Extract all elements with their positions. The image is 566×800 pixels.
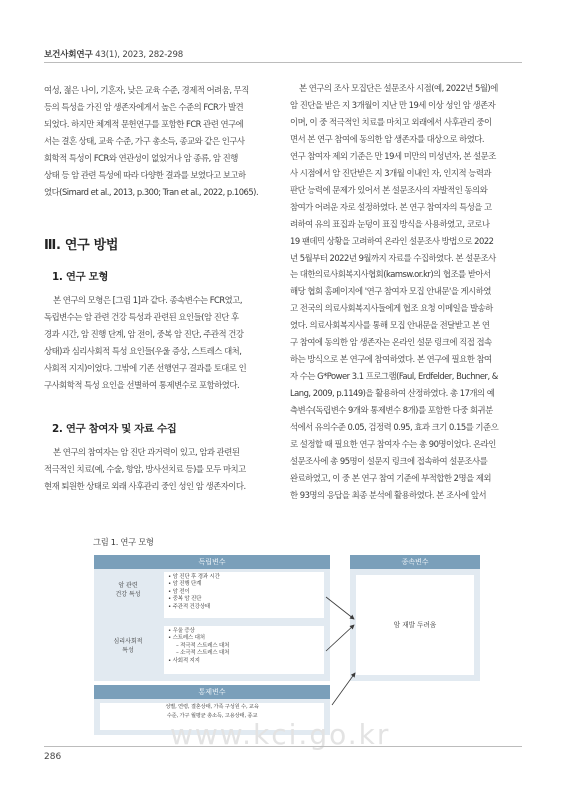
label-line: 심리사회적: [113, 638, 143, 645]
dependent-variable-title: 종속변수: [350, 555, 480, 569]
participants-paragraph: [44, 444, 272, 495]
label-line: 암 관련: [118, 582, 138, 589]
text-line: 고 전국의 의료사회복지사들에게 협조 요청 이메일을 발송하: [290, 303, 493, 314]
label-line: 건강 특성: [115, 591, 141, 598]
text-line: 판단 능력에 문제가 있어서 본 설문조사의 자발적인 동의와: [290, 184, 488, 195]
psychosocial-item: • 스트레스 대처: [168, 635, 205, 642]
text-line: 본 연구의 참여자는 암 진단 과거력이 있고, 암과 관련된: [53, 447, 240, 457]
control-variables-title: 통제변수: [94, 685, 330, 699]
psychosocial-item: – 소극적 스트레스 대처: [176, 650, 230, 657]
health-item: • 암 전이: [168, 588, 190, 595]
footer-divider: [44, 746, 522, 747]
label-line: 특성: [122, 647, 134, 654]
page-number: 286: [44, 752, 62, 762]
text-line: 였다(Simard et al., 2013, p.300; Tran et al., 2022, p.1065).: [44, 186, 259, 197]
text-line: 자 수는 G*Power 3.1 프로그램(Faul, Erdfelder, Buchner, &: [290, 371, 498, 382]
text-line: 사회적 지지)이었다. 그밖에 기존 선행연구 결과를 토대로 인: [44, 362, 247, 373]
text-line: Lang, 2009, p.1149)을 활용하여 산정하였다. 총 17개의 예: [290, 388, 495, 399]
text-line: 되었다. 하지만 체계적 문헌연구를 포함한 FCR 관련 연구에: [44, 118, 244, 129]
arrow-control-to-fcr: [332, 673, 355, 705]
text-line: 해당 협회 홈페이지에 '연구 참여자 모집 안내문'을 게시하였: [290, 286, 491, 297]
left-intro-paragraph: [44, 82, 272, 201]
arrow-psychosocial-to-fcr: [326, 625, 354, 651]
text-line: 상태 등 암 관련 특성에 따라 다양한 결과를 보였다고 보고하: [44, 169, 246, 180]
text-line: 등의 특성을 가진 암 생존자에게서 높은 수준의 FCR가 발견: [44, 101, 244, 112]
psychosocial-item: • 사회적 지지: [168, 657, 200, 664]
text-line: 설문조사에 총 95명이 설문지 링크에 접속하여 설문조사를: [290, 455, 488, 466]
text-line: 려하여 유의 표집과 눈덩이 표집 방식을 사용하였고, 코로나: [290, 218, 490, 229]
text-line: 면서 본 연구 참여에 동의한 암 생존자를 대상으로 하였다.: [290, 133, 485, 144]
journal-title: 보건사회연구: [44, 50, 93, 60]
journal-citation: 43(1), 2023, 282-298: [95, 50, 183, 60]
text-line: 년 5월부터 2022년 9월까지 자료를 수집하였다. 본 설문조사: [290, 252, 496, 263]
text-line: 완료하였고, 이 중 본 연구 참여 기준에 부적합한 2명을 제외: [290, 472, 492, 483]
text-line: 석에서 유의수준 0.05, 검정력 0.95, 효과 크기 0.15를 기준으: [290, 422, 499, 433]
text-line: 현재 퇴원한 상태로 외래 사후관리 중인 성인 암 생존자이다.: [44, 480, 246, 491]
text-line: 여성, 젊은 나이, 기혼자, 낮은 교육 수준, 경제적 어려움, 무직: [44, 85, 249, 95]
arrow-health-to-fcr: [326, 597, 354, 619]
psychosocial-item: – 적극적 스트레스 대처: [176, 642, 230, 649]
subsection-heading-model: 1. 연구 모형: [52, 271, 109, 283]
figure-caption: 그림 1. 연구 모형: [93, 537, 154, 547]
text-line: 19 팬데믹 상황을 고려하여 온라인 설문조사 방법으로 2022: [290, 235, 494, 246]
health-item: • 암 진단 후 경과 시간: [168, 574, 220, 580]
text-line: 본 연구의 조사 모집단은 설문조사 시점(예, 2022년 5월)에: [299, 83, 498, 93]
health-item: • 중복 암 진단: [168, 596, 202, 603]
section-heading: Ⅲ. 연구 방법: [44, 238, 119, 253]
text-line: 구 참여에 동의한 암 생존자는 온라인 설문 링크에 직접 접속: [290, 337, 492, 348]
subsection-heading-participants: 2. 연구 참여자 및 자료 수집: [52, 423, 177, 435]
text-line: 경과 시간, 암 진행 단계, 암 전이, 중복 암 진단, 주관적 건강: [44, 328, 244, 339]
text-line: 상태)과 심리사회적 특성 요인들(우울 증상, 스트레스 대처,: [44, 345, 242, 356]
text-line: 독립변수는 암 관련 건강 특성과 관련된 요인들(암 진단 후: [44, 311, 239, 322]
text-line: 측변수(독립변수 9개와 통제변수 8개)를 포함한 다중 회귀분: [290, 405, 493, 416]
psychosocial-item: • 우울 증상: [168, 628, 195, 634]
kci-watermark: www.kci.go.kr: [170, 718, 391, 751]
model-paragraph: [44, 292, 272, 394]
text-line: 한 93명의 응답을 최종 분석에 활용하였다. 본 조사에 앞서: [290, 489, 487, 500]
research-model-diagram: [94, 555, 480, 735]
text-line: 였다. 의료사회복지사를 통해 모집 안내문을 전달받고 본 연: [290, 320, 490, 331]
header-divider: [44, 62, 522, 63]
text-line: 구사회학적 특성 요인을 선별하여 통제변수로 포함하였다.: [44, 379, 240, 390]
text-line: 암 진단을 받은 지 3개월이 지난 만 19세 이상 성인 암 생존자: [290, 99, 496, 110]
text-line: 본 연구의 모형은 [그림 1]과 같다. 종속변수는 FCR였고,: [53, 295, 243, 305]
text-line: 참여가 어려운 자로 설정하였다. 본 연구 참여자의 특성을 고: [290, 201, 492, 212]
text-line: 회학적 특성이 FCR와 연관성이 없었거나 암 종류, 암 진행: [44, 152, 238, 163]
text-line: 연구 참여자 제외 기준은 만 19세 미만의 미성년자, 본 설문조: [290, 150, 496, 161]
text-line: 는 대한의료사회복지사협회(kamsw.or.kr)의 협조를 받아서: [290, 269, 491, 280]
text-line: 로 설정할 때 필요한 연구 참여자 수는 총 90명이었다. 온라인: [290, 439, 496, 450]
text-line: 적극적인 치료(예, 수술, 항암, 방사선치료 등)를 모두 마치고: [44, 463, 246, 474]
fear-of-recurrence-label: 암 재발 두려움: [393, 621, 437, 629]
text-line: 이며, 이 중 적극적인 치료를 마치고 외래에서 사후관리 중이: [290, 116, 492, 127]
independent-variables-title: 독립변수: [94, 555, 330, 569]
health-item: • 주관적 건강상태: [168, 603, 210, 610]
health-item: • 암 진행 단계: [168, 581, 202, 588]
right-column-paragraph: [290, 80, 518, 504]
control-line: 수준, 가구 월평균 총소득, 고용상태, 종교: [166, 713, 258, 719]
text-line: 하는 방식으로 본 연구에 참여하였다. 본 연구에 필요한 참여: [290, 354, 492, 365]
text-line: 서는 결혼 상태, 교육 수준, 가구 총소득, 종교와 같은 인구사: [44, 135, 245, 146]
control-line: 성별, 연령, 결혼상태, 가족 구성원 수, 교육: [165, 704, 259, 710]
running-header: [44, 48, 183, 60]
text-line: 사 시점에서 암 진단받은 지 3개월 이내인 자, 인지적 능력과: [290, 167, 492, 178]
